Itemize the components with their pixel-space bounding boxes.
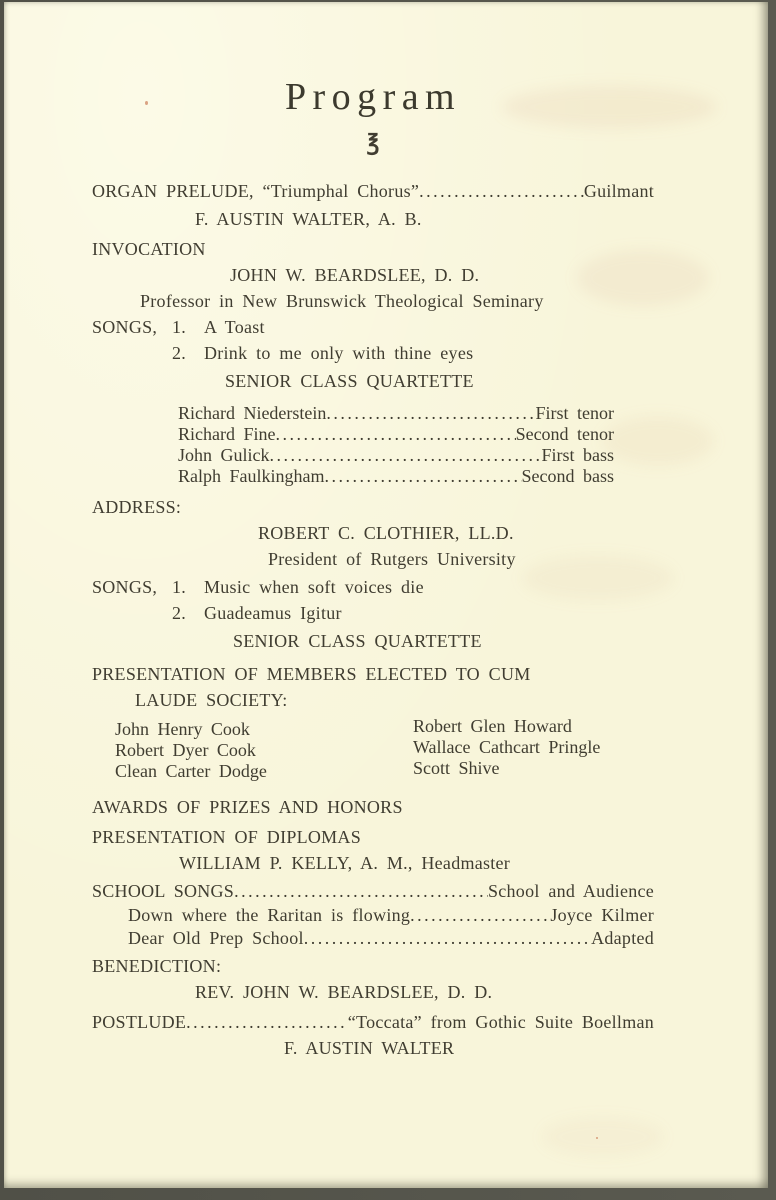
dot-leader (324, 466, 521, 487)
songs-second-label: SONGS, (92, 577, 158, 597)
paper-sheet (4, 2, 768, 1188)
cum-laude-member: Clean Carter Dodge (115, 761, 267, 781)
school-song-row (92, 927, 654, 950)
school-song-title: Dear Old Prep School (128, 928, 304, 948)
school-song-author: Adapted (591, 928, 654, 948)
postlude-piece: “Toccata” from Gothic Suite Boellman (347, 1012, 654, 1032)
quartette-member-row (178, 403, 614, 424)
postlude-line (92, 1009, 654, 1035)
bleedthrough-smudge (542, 1117, 664, 1157)
organ-prelude-composer: Guilmant (583, 181, 654, 201)
postlude-performer: F. AUSTIN WALTER (284, 1038, 455, 1058)
benediction-name: REV. JOHN W. BEARDSLEE, D. D. (195, 982, 493, 1002)
cum-laude-member: Wallace Cathcart Pringle (413, 737, 601, 757)
school-songs-label: SCHOOL SONGS (92, 881, 235, 901)
school-song-row (92, 904, 654, 927)
song-number: 2. (172, 343, 187, 363)
benediction-label: BENEDICTION: (92, 956, 222, 976)
dot-leader (275, 424, 515, 445)
quartette-member-list (178, 403, 614, 487)
address-speaker: ROBERT C. CLOTHIER, LL.D. (258, 523, 514, 543)
cum-laude-member: John Henry Cook (115, 719, 250, 739)
song-title: A Toast (204, 317, 265, 337)
song-title: Guadeamus Igitur (204, 603, 342, 623)
dot-leader (419, 178, 584, 204)
member-name: Richard Niederstein (178, 403, 327, 423)
song-title: Music when soft voices die (204, 577, 424, 597)
member-part: Second tenor (515, 424, 614, 444)
song-number: 1. (172, 317, 187, 337)
quartette-member-row (178, 445, 614, 466)
songs-second-row-1 (92, 574, 654, 600)
quartette-member-row (178, 466, 614, 487)
dot-leader (186, 1009, 348, 1035)
cum-laude-label-line2: LAUDE SOCIETY: (135, 690, 288, 710)
song-number: 1. (172, 577, 187, 597)
member-part: Second bass (521, 466, 614, 486)
organ-prelude-label: ORGAN PRELUDE, “Triumphal Chorus” (92, 181, 420, 201)
organ-prelude-line (92, 178, 654, 204)
diplomas-presenter: WILLIAM P. KELLY, A. M., Headmaster (179, 853, 511, 873)
school-song-author: Joyce Kilmer (550, 905, 654, 925)
songs-first-label: SONGS, (92, 317, 158, 337)
member-part: First bass (541, 445, 614, 465)
songs-first-row-2 (92, 340, 654, 366)
member-name: Ralph Faulkingham (178, 466, 325, 486)
dot-leader (326, 403, 535, 424)
awards-label: AWARDS OF PRIZES AND HONORS (92, 797, 403, 817)
invocation-label: INVOCATION (92, 239, 206, 259)
school-songs-performers: School and Audience (487, 881, 654, 901)
address-label: ADDRESS: (92, 497, 182, 517)
postlude-label: POSTLUDE (92, 1012, 187, 1032)
member-name: Richard Fine (178, 424, 276, 444)
songs-second-row-2 (92, 600, 654, 626)
organ-prelude-performer: F. AUSTIN WALTER, A. B. (195, 209, 422, 229)
dot-leader (304, 927, 591, 950)
cum-laude-label-line1: PRESENTATION OF MEMBERS ELECTED TO CUM (92, 664, 531, 684)
program-content (4, 2, 768, 1061)
cum-laude-left-column (92, 719, 413, 782)
quartette-second-heading: SENIOR CLASS QUARTETTE (233, 631, 482, 651)
cum-laude-member: Scott Shive (413, 758, 500, 778)
ink-speck (596, 1137, 598, 1139)
cum-laude-member-columns (92, 716, 654, 782)
school-songs-line (92, 878, 654, 904)
member-part: First tenor (535, 403, 614, 423)
dot-leader (269, 445, 541, 466)
songs-first-row-1 (92, 314, 654, 340)
member-name: John Gulick (178, 445, 270, 465)
invocation-name: JOHN W. BEARDSLEE, D. D. (230, 265, 480, 285)
quartette-member-row (178, 424, 614, 445)
dot-leader (410, 904, 550, 927)
song-number: 2. (172, 603, 187, 623)
diplomas-label: PRESENTATION OF DIPLOMAS (92, 827, 361, 847)
fleuron-ornament-icon: ℥ (366, 130, 380, 155)
invocation-role: Professor in New Brunswick Theological Seminary (140, 291, 544, 311)
school-song-title: Down where the Raritan is flowing (128, 905, 411, 925)
cum-laude-member: Robert Glen Howard (413, 716, 572, 736)
cum-laude-member: Robert Dyer Cook (115, 740, 256, 760)
songs-first-spacer (92, 340, 172, 366)
dot-leader (234, 878, 488, 904)
cum-laude-right-column (413, 716, 654, 782)
songs-second-spacer (92, 600, 172, 626)
quartette-first-heading: SENIOR CLASS QUARTETTE (225, 371, 474, 391)
song-title: Drink to me only with thine eyes (204, 343, 474, 363)
page-title: Program (284, 76, 462, 118)
address-speaker-role: President of Rutgers University (268, 549, 516, 569)
